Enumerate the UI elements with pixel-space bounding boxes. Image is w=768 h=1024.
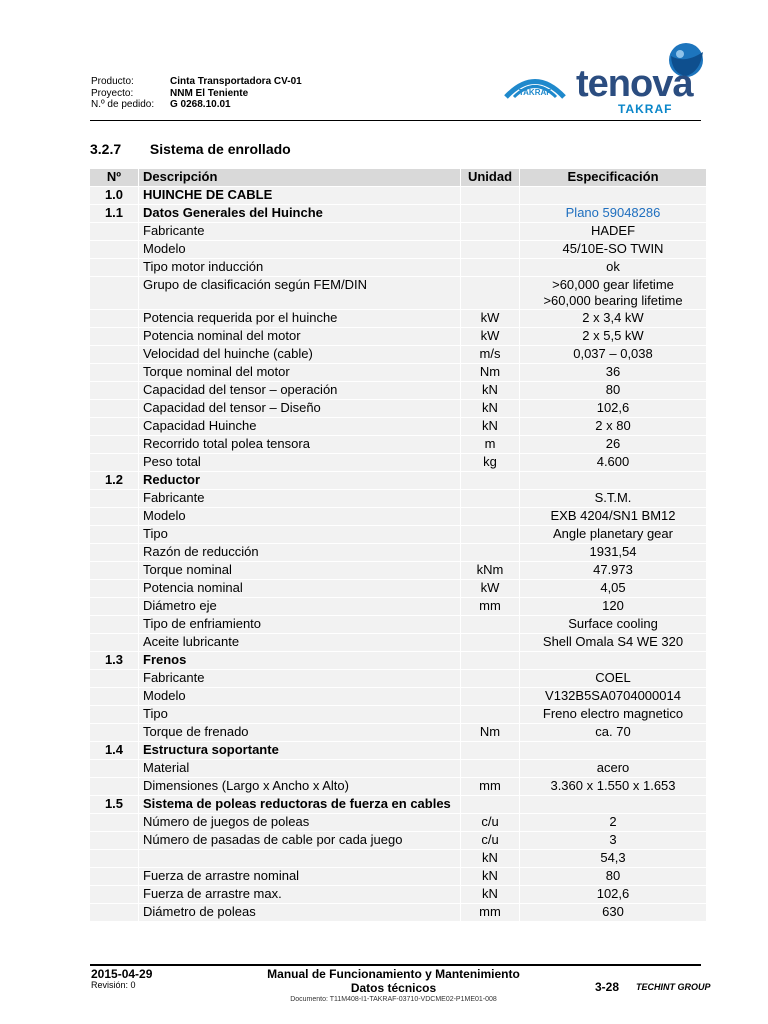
row-specification [519,258,706,276]
row-description: Peso total [138,453,460,471]
table-row [90,543,706,561]
row-number [90,885,138,903]
row-number [90,813,138,831]
table-row [90,687,706,705]
row-unit [460,471,519,489]
logo-takraf-text: TAKRAF [618,102,673,116]
table-row [90,525,706,543]
row-unit: kN [460,381,519,399]
row-specification [519,240,706,258]
row-number [90,633,138,651]
section-number: 3.2.7 [90,141,122,157]
specification-table [90,168,706,921]
row-unit [460,543,519,561]
spec-line-1: >60,000 gear lifetime [552,277,674,292]
table-row [90,399,706,417]
row-number [90,258,138,276]
row-description: Modelo [138,240,460,258]
footer-document-code: Documento: T11M408-I1-TAKRAF-03710-VDCME02-P1ME01-008 [290,996,497,1003]
row-unit [460,651,519,669]
row-number [90,579,138,597]
row-specification [519,186,706,204]
row-specification [519,903,706,921]
spec-line-1: S.T.M. [594,490,632,505]
row-description: Velocidad del huinche (cable) [138,345,460,363]
spec-line-1: 4,05 [600,580,626,595]
spec-line-1: 80 [605,868,621,883]
table-row [90,345,706,363]
table-row [90,831,706,849]
row-number [90,777,138,795]
row-number [90,543,138,561]
row-description: Frenos [138,651,460,669]
row-specification [519,741,706,759]
row-unit [460,795,519,813]
row-description: Fabricante [138,222,460,240]
footer-title-line1: Manual de Funcionamiento y Mantenimiento [267,967,520,981]
table-row [90,489,706,507]
spec-line-1: 80 [605,382,621,397]
row-specification [519,579,706,597]
row-description: Sistema de poleas reductoras de fuerza en cables [138,795,460,813]
row-description: Estructura soportante [138,741,460,759]
table-row [90,885,706,903]
row-number [90,849,138,867]
spec-line-1: 2 [609,814,617,829]
footer-title [240,967,547,995]
row-description: Tipo [138,705,460,723]
header-divider [90,120,701,121]
row-specification [519,471,706,489]
header-row-project [91,88,302,100]
row-specification [519,615,706,633]
row-unit: c/u [460,813,519,831]
table-row [90,276,706,309]
spec-line-1: 0,037 – 0,038 [573,346,653,361]
spec-line-1: 26 [605,436,621,451]
header-cell-unit: Unidad [460,168,519,186]
row-number [90,453,138,471]
row-number [90,507,138,525]
spec-line-1: V132B5SA0704000014 [545,688,681,703]
row-description: Número de pasadas de cable por cada juego [138,831,460,849]
row-number: 1.2 [90,471,138,489]
header-value: NNM El Teniente [170,87,249,99]
header-info [91,76,302,111]
row-description: Razón de reducción [138,543,460,561]
header-cell-number: Nº [90,168,138,186]
row-number [90,381,138,399]
table-row [90,435,706,453]
row-unit [460,258,519,276]
row-specification [519,276,706,309]
table-row [90,471,706,489]
table-row [90,813,706,831]
row-unit: kNm [460,561,519,579]
spec-line-1: acero [596,760,630,775]
table-header-row [90,168,706,186]
table-row [90,777,706,795]
table-row [90,579,706,597]
footer-page-number: 3-28 [595,980,620,994]
spec-line-1: 4.600 [596,454,630,469]
row-description: Modelo [138,687,460,705]
row-description: Fuerza de arrastre max. [138,885,460,903]
row-number: 1.5 [90,795,138,813]
row-specification [519,381,706,399]
spec-line-1: 2 x 3,4 kW [582,310,644,325]
logo-tenova-text: tenova [576,63,693,105]
row-unit: Nm [460,723,519,741]
row-unit: mm [460,903,519,921]
row-specification [519,831,706,849]
spec-line-1: 3.360 x 1.550 x 1.653 [550,778,676,793]
row-unit [460,741,519,759]
row-specification [519,204,706,222]
row-specification [519,633,706,651]
header-value: G 0268.10.01 [170,99,231,110]
row-specification [519,705,706,723]
row-specification [519,885,706,903]
row-description: Torque nominal [138,561,460,579]
row-number [90,903,138,921]
row-description: Torque de frenado [138,723,460,741]
row-number [90,687,138,705]
row-specification [519,489,706,507]
header-row-order [91,99,302,111]
table-row [90,363,706,381]
row-unit: kN [460,399,519,417]
row-description: Dimensiones (Largo x Ancho x Alto) [138,777,460,795]
table-row [90,507,706,525]
table-row [90,651,706,669]
row-number [90,399,138,417]
table-row [90,759,706,777]
row-number [90,489,138,507]
row-unit [460,669,519,687]
row-specification [519,525,706,543]
spec-line-1: Surface cooling [568,616,658,631]
table-row [90,240,706,258]
row-number [90,615,138,633]
row-number [90,759,138,777]
row-unit [460,240,519,258]
row-number: 1.3 [90,651,138,669]
spec-line-1: 2 x 5,5 kW [582,328,644,343]
table-row [90,258,706,276]
row-number: 1.1 [90,204,138,222]
row-unit: kW [460,327,519,345]
table-row [90,741,706,759]
row-specification [519,759,706,777]
row-description [138,849,460,867]
table-row [90,561,706,579]
row-description: Torque nominal del motor [138,363,460,381]
row-number [90,561,138,579]
row-number [90,525,138,543]
row-unit [460,525,519,543]
row-description: Reductor [138,471,460,489]
row-description: Diámetro de poleas [138,903,460,921]
row-specification [519,327,706,345]
row-specification [519,363,706,381]
row-description: Diámetro eje [138,597,460,615]
row-specification [519,417,706,435]
row-specification [519,222,706,240]
row-description: Modelo [138,507,460,525]
row-unit: kW [460,579,519,597]
row-description: Tipo de enfriamiento [138,615,460,633]
row-unit [460,204,519,222]
table-row [90,186,706,204]
row-unit: kN [460,885,519,903]
table-row [90,309,706,327]
row-specification [519,399,706,417]
row-unit: kg [460,453,519,471]
row-number [90,435,138,453]
row-specification [519,723,706,741]
row-specification [519,543,706,561]
row-number [90,867,138,885]
row-unit [460,633,519,651]
row-description: Datos Generales del Huinche [138,204,460,222]
row-specification [519,669,706,687]
spec-line-1: Shell Omala S4 WE 320 [542,634,684,649]
row-unit [460,489,519,507]
row-specification [519,651,706,669]
header-cell-description: Descripción [138,168,460,186]
spec-line-1: 2 x 80 [595,418,631,433]
row-description: Tipo [138,525,460,543]
spec-line-1: 47.973 [593,562,633,577]
row-unit [460,759,519,777]
row-description: Fabricante [138,669,460,687]
row-unit: m/s [460,345,519,363]
spec-line-1: 102,6 [596,400,630,415]
footer-divider [90,964,701,966]
table-row [90,705,706,723]
row-description: Tipo motor inducción [138,258,460,276]
row-unit: kW [460,309,519,327]
table-row [90,204,706,222]
footer-brand: TECHINT GROUP [636,982,711,992]
spec-line-1: 120 [602,598,624,613]
row-specification [519,561,706,579]
table-row [90,327,706,345]
header-row-product [91,76,302,88]
row-specification [519,795,706,813]
table-row [90,633,706,651]
row-specification [519,507,706,525]
row-description: Capacidad Huinche [138,417,460,435]
spec-line-1: COEL [595,670,631,685]
row-unit: kN [460,849,519,867]
table-row [90,903,706,921]
row-number [90,705,138,723]
row-specification [519,309,706,327]
row-unit [460,687,519,705]
row-description: Aceite lubricante [138,633,460,651]
row-number: 1.0 [90,186,138,204]
row-unit: m [460,435,519,453]
row-specification [519,453,706,471]
header-cell-specification: Especificación [519,168,706,186]
spec-line-1: 36 [605,364,621,379]
row-number [90,363,138,381]
header-label: N.º de pedido: [91,99,155,110]
spec-line-1[interactable]: Plano 59048286 [565,205,661,220]
section-title: Sistema de enrollado [149,141,291,157]
spec-line-1: 630 [602,904,624,919]
row-description: Potencia requerida por el huinche [138,309,460,327]
footer-title-line2: Datos técnicos [350,981,437,995]
spec-line-1: Freno electro magnetico [542,706,684,721]
table-row [90,723,706,741]
row-number [90,723,138,741]
row-description: Fabricante [138,489,460,507]
row-unit [460,615,519,633]
table-row [90,849,706,867]
row-number [90,276,138,309]
row-number [90,597,138,615]
row-description: Grupo de clasificación según FEM/DIN [138,276,460,309]
row-specification [519,867,706,885]
spec-line-1: HADEF [590,223,636,238]
row-number [90,831,138,849]
spec-line-1: 45/10E-SO TWIN [562,241,664,256]
table-row [90,453,706,471]
row-unit [460,705,519,723]
row-unit: c/u [460,831,519,849]
row-specification [519,687,706,705]
table-row [90,222,706,240]
row-specification [519,597,706,615]
table-row [90,669,706,687]
spec-line-1: 54,3 [600,850,626,865]
row-unit: mm [460,597,519,615]
company-logo [500,42,710,117]
row-specification [519,849,706,867]
row-number [90,669,138,687]
row-number [90,417,138,435]
row-number [90,309,138,327]
row-description: Recorrido total polea tensora [138,435,460,453]
row-number [90,240,138,258]
footer-date: 2015-04-29 [91,967,153,981]
row-specification [519,813,706,831]
row-unit: Nm [460,363,519,381]
table-row [90,867,706,885]
spec-line-1: ok [606,259,620,274]
row-unit: mm [460,777,519,795]
section-heading [90,141,291,157]
row-description: Capacidad del tensor – operación [138,381,460,399]
table-row [90,615,706,633]
row-unit: kN [460,867,519,885]
row-description: HUINCHE DE CABLE [138,186,460,204]
row-number: 1.4 [90,741,138,759]
spec-line-1: 3 [609,832,617,847]
footer-revision: Revisión: 0 [91,980,136,990]
row-unit: kN [460,417,519,435]
row-unit [460,276,519,309]
row-description: Capacidad del tensor – Diseño [138,399,460,417]
row-description: Número de juegos de poleas [138,813,460,831]
row-number [90,345,138,363]
row-unit [460,222,519,240]
table-row [90,417,706,435]
table-row [90,381,706,399]
row-specification [519,777,706,795]
row-unit [460,507,519,525]
row-unit [460,186,519,204]
table-row [90,795,706,813]
header-value: Cinta Transportadora CV-01 [170,76,302,87]
row-number [90,327,138,345]
spec-line-1: ca. 70 [595,724,631,739]
spec-line-2: >60,000 bearing lifetime [543,293,683,308]
row-number [90,222,138,240]
header-label: Proyecto: [91,87,134,99]
table-row [90,597,706,615]
row-specification [519,345,706,363]
spec-line-1: 1931,54 [589,544,637,559]
row-description: Fuerza de arrastre nominal [138,867,460,885]
header-label: Producto: [91,76,134,87]
logo-badge-text: TAKRAF [518,88,552,97]
row-specification [519,435,706,453]
spec-line-1: Angle planetary gear [553,526,673,541]
row-description: Potencia nominal del motor [138,327,460,345]
row-description: Material [138,759,460,777]
row-description: Potencia nominal [138,579,460,597]
spec-line-1: EXB 4204/SN1 BM12 [550,508,676,523]
spec-line-1: 102,6 [596,886,630,901]
